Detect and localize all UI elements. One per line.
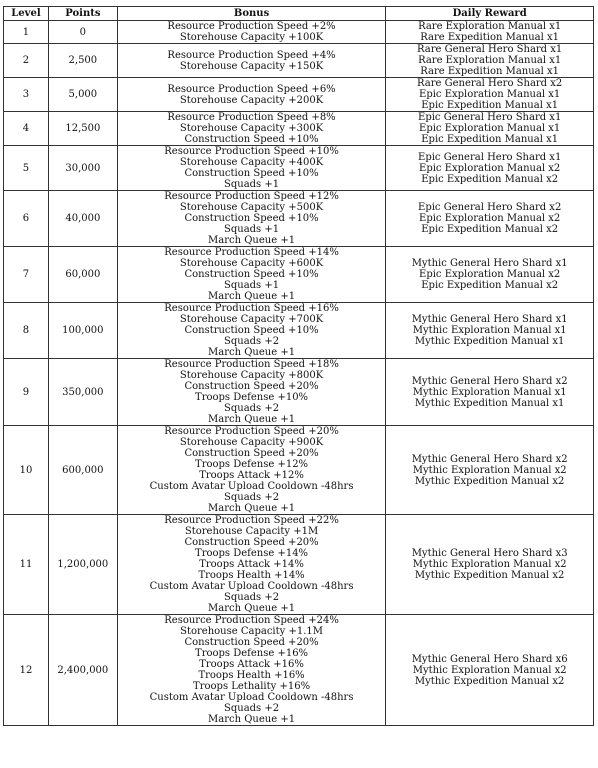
header-row <box>4 7 594 21</box>
reward-line: Epic Exploration Manual x2 <box>419 213 561 224</box>
bonus-line: Storehouse Capacity +1.1M <box>180 626 323 637</box>
bonus-cell <box>117 146 386 191</box>
reward-line: Mythic General Hero Shard x1 <box>411 314 568 325</box>
bonus-line: Custom Avatar Upload Cooldown -48hrs <box>149 692 354 703</box>
level-cell: 9 <box>4 359 49 426</box>
reward-line: Mythic Expedition Manual x1 <box>414 397 565 409</box>
reward-line: Epic Expedition Manual x2 <box>421 280 559 291</box>
bonus-line: Storehouse Capacity +100K <box>179 32 324 43</box>
reward-line: Mythic General Hero Shard x3 <box>411 548 568 559</box>
bonus-line: Squads +2 <box>224 403 280 414</box>
bonus-line: Troops Attack +12% <box>199 470 304 481</box>
points-cell: 600,000 <box>48 426 117 515</box>
bonus-line: Squads +2 <box>224 492 280 503</box>
bonus-line: Storehouse Capacity +800K <box>179 370 324 381</box>
bonus-line: Resource Production Speed +14% <box>164 247 339 258</box>
reward-line: Rare Exploration Manual x1 <box>418 21 562 32</box>
bonus-cell <box>117 112 386 146</box>
bonus-line: Storehouse Capacity +900K <box>179 437 324 448</box>
bonus-line: March Queue +1 <box>208 347 296 358</box>
bonus-line: Troops Attack +16% <box>199 659 304 670</box>
reward-line: Epic Expedition Manual x2 <box>421 224 559 235</box>
reward-line: Mythic Exploration Manual x2 <box>412 559 567 570</box>
levels-table <box>3 6 594 726</box>
header-bonus: Bonus <box>117 7 386 21</box>
reward-line: Mythic General Hero Shard x2 <box>411 453 568 465</box>
table-row <box>4 359 594 426</box>
points-cell: 1,200,000 <box>48 515 117 615</box>
bonus-line: Squads +1 <box>224 224 280 235</box>
table-row <box>4 303 594 359</box>
level-cell: 2 <box>4 44 49 78</box>
bonus-line: Construction Speed +10% <box>184 134 319 145</box>
daily-reward-cell <box>386 615 594 726</box>
bonus-line: Construction Speed +10% <box>184 168 319 179</box>
bonus-line: Resource Production Speed +22% <box>164 515 339 526</box>
daily-reward-cell <box>386 359 594 426</box>
reward-line: Epic Expedition Manual x1 <box>421 134 559 145</box>
bonus-line: March Queue +1 <box>208 503 296 514</box>
level-cell: 8 <box>4 303 49 359</box>
bonus-line: March Queue +1 <box>208 714 296 725</box>
reward-line: Mythic Expedition Manual x2 <box>414 675 565 687</box>
bonus-line: Storehouse Capacity +150K <box>179 60 324 72</box>
bonus-cell <box>117 247 386 303</box>
bonus-line: Construction Speed +20% <box>184 637 319 648</box>
level-cell: 7 <box>4 247 49 303</box>
daily-reward-cell <box>386 21 594 44</box>
points-cell: 2,400,000 <box>48 615 117 726</box>
level-cell: 4 <box>4 112 49 146</box>
daily-reward-cell <box>386 515 594 615</box>
reward-line: Rare General Hero Shard x1 <box>417 44 563 55</box>
bonus-cell <box>117 426 386 515</box>
bonus-line: Construction Speed +10% <box>184 269 319 280</box>
bonus-line: March Queue +1 <box>208 603 296 614</box>
points-cell: 2,500 <box>48 44 117 78</box>
daily-reward-cell <box>386 112 594 146</box>
bonus-cell <box>117 359 386 426</box>
bonus-line: Resource Production Speed +2% <box>167 21 336 32</box>
reward-line: Epic Exploration Manual x1 <box>419 89 561 100</box>
bonus-line: Troops Attack +14% <box>199 559 304 570</box>
daily-reward-cell <box>386 303 594 359</box>
reward-line: Epic Exploration Manual x2 <box>419 269 561 280</box>
header-level: Level <box>4 7 49 21</box>
points-cell: 60,000 <box>48 247 117 303</box>
daily-reward-cell <box>386 247 594 303</box>
reward-line: Mythic Exploration Manual x2 <box>412 464 567 476</box>
bonus-line: Squads +1 <box>224 179 280 190</box>
bonus-line: Resource Production Speed +18% <box>164 359 339 370</box>
points-cell: 0 <box>48 21 117 44</box>
bonus-line: Troops Health +16% <box>198 670 305 681</box>
reward-line: Mythic Exploration Manual x1 <box>412 325 567 336</box>
bonus-line: Resource Production Speed +6% <box>167 83 336 95</box>
bonus-cell <box>117 21 386 44</box>
level-cell: 6 <box>4 191 49 247</box>
bonus-line: Storehouse Capacity +300K <box>179 123 324 134</box>
table-row <box>4 247 594 303</box>
level-cell: 3 <box>4 78 49 112</box>
reward-line: Mythic Expedition Manual x2 <box>414 570 565 581</box>
reward-line: Epic General Hero Shard x2 <box>418 202 562 213</box>
bonus-line: Squads +2 <box>224 336 280 347</box>
reward-line: Epic Expedition Manual x2 <box>421 173 559 185</box>
bonus-line: Resource Production Speed +16% <box>164 303 339 314</box>
level-cell: 1 <box>4 21 49 44</box>
daily-reward-cell <box>386 44 594 78</box>
reward-line: Rare General Hero Shard x2 <box>417 78 563 89</box>
bonus-line: Storehouse Capacity +500K <box>179 202 324 213</box>
points-cell: 100,000 <box>48 303 117 359</box>
table-body <box>4 21 594 726</box>
bonus-line: Troops Defense +10% <box>195 392 309 403</box>
daily-reward-cell <box>386 78 594 112</box>
bonus-line: Storehouse Capacity +200K <box>179 94 324 106</box>
reward-line: Mythic General Hero Shard x1 <box>411 258 568 269</box>
table-row <box>4 515 594 615</box>
table-row <box>4 615 594 726</box>
level-cell: 11 <box>4 515 49 615</box>
table-row <box>4 112 594 146</box>
bonus-line: March Queue +1 <box>208 291 296 302</box>
bonus-line: Construction Speed +20% <box>184 381 319 392</box>
bonus-cell <box>117 515 386 615</box>
bonus-line: March Queue +1 <box>208 414 296 425</box>
table-row <box>4 21 594 44</box>
bonus-line: Troops Defense +16% <box>195 648 309 659</box>
bonus-line: Resource Production Speed +4% <box>167 49 336 61</box>
bonus-cell <box>117 615 386 726</box>
table-row <box>4 44 594 78</box>
bonus-line: March Queue +1 <box>208 235 296 246</box>
bonus-line: Troops Health +14% <box>198 570 305 581</box>
daily-reward-cell <box>386 146 594 191</box>
points-cell: 350,000 <box>48 359 117 426</box>
bonus-line: Construction Speed +20% <box>184 448 319 459</box>
bonus-line: Construction Speed +10% <box>184 325 319 336</box>
level-cell: 12 <box>4 615 49 726</box>
level-cell: 5 <box>4 146 49 191</box>
bonus-line: Resource Production Speed +12% <box>164 191 339 202</box>
bonus-cell <box>117 78 386 112</box>
bonus-line: Squads +2 <box>224 592 280 603</box>
table-row <box>4 78 594 112</box>
reward-line: Mythic Exploration Manual x2 <box>412 664 567 676</box>
bonus-line: Resource Production Speed +10% <box>164 146 339 157</box>
bonus-cell <box>117 44 386 78</box>
daily-reward-cell <box>386 191 594 247</box>
reward-line: Mythic Expedition Manual x2 <box>414 475 565 487</box>
bonus-line: Resource Production Speed +24% <box>164 615 339 626</box>
bonus-line: Resource Production Speed +20% <box>164 426 339 437</box>
bonus-line: Storehouse Capacity +400K <box>179 157 324 168</box>
bonus-cell <box>117 191 386 247</box>
header-daily-reward: Daily Reward <box>386 7 594 21</box>
table-row <box>4 146 594 191</box>
reward-line: Rare Exploration Manual x1 <box>418 55 562 66</box>
bonus-line: Construction Speed +10% <box>184 213 319 224</box>
reward-line: Epic Exploration Manual x2 <box>419 162 561 174</box>
bonus-cell <box>117 303 386 359</box>
bonus-line: Construction Speed +20% <box>184 537 319 548</box>
bonus-line: Troops Defense +14% <box>195 548 309 559</box>
bonus-line: Troops Defense +12% <box>195 459 309 470</box>
bonus-line: Squads +2 <box>224 703 280 714</box>
bonus-line: Troops Lethality +16% <box>193 681 311 692</box>
reward-line: Rare Expedition Manual x1 <box>420 32 560 43</box>
bonus-line: Storehouse Capacity +600K <box>179 258 324 269</box>
reward-line: Mythic General Hero Shard x2 <box>411 375 568 387</box>
reward-line: Epic General Hero Shard x1 <box>418 151 562 163</box>
header-points: Points <box>48 7 117 21</box>
bonus-line: Storehouse Capacity +700K <box>179 314 324 325</box>
bonus-line: Storehouse Capacity +1M <box>184 526 319 537</box>
bonus-line: Custom Avatar Upload Cooldown -48hrs <box>149 581 354 592</box>
points-cell: 30,000 <box>48 146 117 191</box>
level-cell: 10 <box>4 426 49 515</box>
daily-reward-cell <box>386 426 594 515</box>
bonus-line: Custom Avatar Upload Cooldown -48hrs <box>149 481 354 492</box>
reward-line: Mythic Expedition Manual x1 <box>414 336 565 347</box>
reward-line: Mythic General Hero Shard x6 <box>411 653 568 665</box>
bonus-line: Squads +1 <box>224 280 280 291</box>
points-cell: 5,000 <box>48 78 117 112</box>
table-row <box>4 426 594 515</box>
points-cell: 12,500 <box>48 112 117 146</box>
reward-line: Mythic Exploration Manual x1 <box>412 386 567 398</box>
reward-line: Epic Expedition Manual x1 <box>421 100 559 111</box>
reward-line: Epic General Hero Shard x1 <box>418 112 562 123</box>
table-row <box>4 191 594 247</box>
reward-line: Rare Expedition Manual x1 <box>420 66 560 77</box>
bonus-line: Resource Production Speed +8% <box>167 112 336 123</box>
points-cell: 40,000 <box>48 191 117 247</box>
reward-line: Epic Exploration Manual x1 <box>419 123 561 134</box>
